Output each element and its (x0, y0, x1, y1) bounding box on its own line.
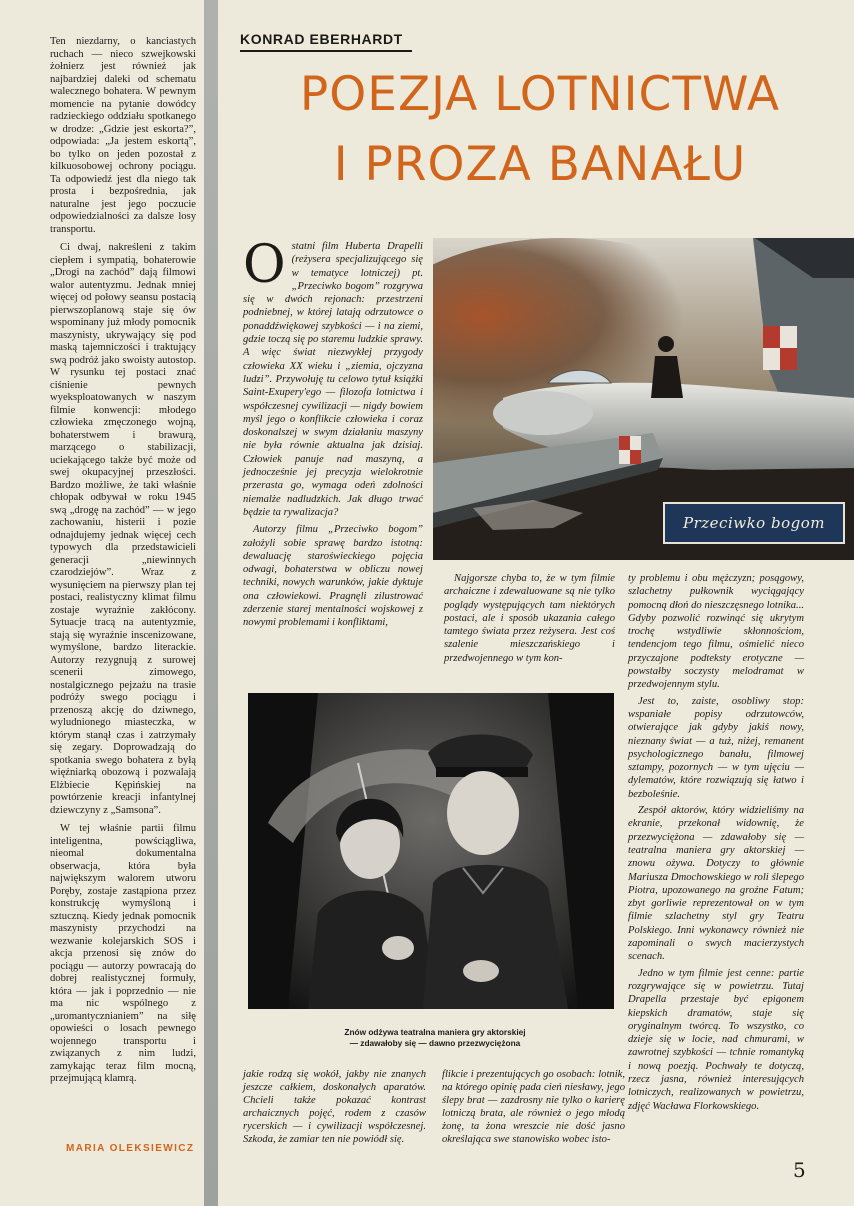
previous-article-signature: MARIA OLEKSIEWICZ (66, 1143, 195, 1154)
photo-caption (300, 1027, 570, 1049)
paragraph: Ten niezdarny, o kanciastych ruchach — nieco szwejkowski żołnierz jest również jak najbardziej daleki od schematu walecznego bohatera. W pewnym momencie na pytanie dowódcy radzieckiego oddziału spotkanego w drodze: „Gdzie jest eskorta?”, odpowiada: „Ja jestem eskortą”, bo tylko on jeden pozostał z kilkuosobowej ochrony pociągu. Ta odpowiedź jest dla niego tak prosta i bezpośrednia, jak naturalne jest jego poczucie odpowiedzialności za dalsze losy transportu. (50, 36, 196, 235)
paragraph: jakie rodzą się wokół, jakby nie znanych jeszcze całkiem, doskonałych aparatów. Chcieli także pokazać kontrast archaicznych pojęć, rodem z czasów rycerskich — i cywilizacji współczesnej. Szkoda, że zamiar ten nie powiódł się. (243, 1069, 426, 1146)
page-number: 5 (793, 1158, 806, 1182)
title-line-1: POEZJA LOTNICTWA (299, 67, 781, 122)
paragraph: Ci dwaj, nakreśleni z takim ciepłem i sympatią, bohaterowie „Drogi na zachód” dają filmowi walor autentyzmu. Jednak mniej więcej od połowy seansu postacią pierwszoplanową staje się ów wspominany już młody pomocnik maszynisty, ukrywający się pod maską tajemniczości i traktujący swą podróż jako swoisty autostop. W rysunku tej postaci znać ciśnienie pewnych wyeksploatowanych w naszym filmie konwencji: młodego człowieka zmęczonego wojną, bohaterstwem i brawurą, marzącego o stabilizacji, uciekającego także być może od swej okupacyjnej przeszłości. Bardzo możliwe, że taki właśnie chłopak odbywał w roku 1945 swą „drogę na zachód” — w jego zachowaniu, histerii i pozie odnajdujemy jednak więcej cech typowych dla przedstawicieli generacji „niewinnych czarodziejów”. Wraz z wysunięciem na pierwszy plan tej postaci, realistyczny klimat filmu zostaje wyraźnie zakłócony. Sytuacje tracą na autentyzmie, stają się wyraźnie inscenizowane, wymyślone, bardzo literackie. Autorzy rezygnują z surowej scenerii zimowego, nostalgicznego pejzażu na trasie podróży swego pociągu i przenoszą akcję do dziwnego, wyludnionego miasteczka, w którym stanął czas i zatrzymały się zegary. Doprowadzają do spotkania swego bohatera z byłą więźniarką obozową i pozwalają Elżbiecie Kępińskiej na powtórzenie kreacji infantylnej dziewczyny z „Samsona”. (50, 242, 196, 816)
paragraph: Najgorsze chyba to, że w tym filmie archaiczne i zdewaluowane są nie tylko poglądy występujących tam niektórych postaci, ale i sposób ukazania całego tamtego świata przez reżysera. Jest coś szalenie mieszczańskiego i przedwojennego w tym kon- (444, 573, 615, 664)
article-right-column (628, 572, 804, 1116)
paragraph: flikcie i prezentujących go osobach: lotnik, na którego opinię pada cień niesławy, jego ślepy brat — zazdrosny nie tylko o karierę lotniczą brata, ale również o jego młodą żonę, ta żona wreszcie nie dość jasno określająca swe stanowisko wobec isto- (442, 1069, 625, 1146)
drop-cap: O (243, 235, 286, 295)
paragraph: Zespół aktorów, który widzieliśmy na ekranie, przekonał widownię, że przezwyciężona — zdawałoby się — teatralna maniera gry aktorskiej — znowu ożywa. Dotyczy to głównie Mariusza Dmochowskiego w roli ślepego Piotra, upozowanego na groźne Fatum; zbyt gorliwie reprezentował on w tym filmie szlachetny styl gry Teatru Polskiego. Inni wykonawcy również nie zapominali o swych macierzystych scenach. (628, 805, 804, 963)
intro-text: statni film Huberta Drapelli (reżysera specjalizującego się w tematyce lotniczej) pt. „Przeciwko bogom” rozgrywa się w dwóch rejonach: przestrzeni podniebnej, w której latają odrzutowce o ponaddźwiękowej szybkości — i na ziemi, gdzie toczą się po staremu ludzkie sprawy. A więc świat niezwykłej przygody człowieka XX wieku i „ziemia, ojczyzna ludzi”. Przywołuję tu celowo tytuł książki Saint-Exupery'ego — filozofa lotnictwa i współczesnej cywilizacji — nigdy bowiem myśl jego o konflikcie człowieka i coraz doskonalszej w swym działaniu maszyny nie była równie aktualna jak dzisiaj. Człowiek panuje nad maszyną, a jednocześnie jej precyzja wielokrotnie przerasta go, wymaga odeń zdolności niemalże nadludzkich. Jak długo trwać będzie ta rywalizacja? (243, 241, 423, 518)
couple-film-still-photo (248, 693, 614, 1009)
couple-illustration (248, 693, 614, 1009)
paragraph: ty problemu i obu mężczyzn; posągowy, szlachetny pułkownik wyciągający pomocną dłoń do nieszczęsnego lotnika... Gdyby pozwolić rozwinąć się ukrytym trochę wstydliwie skłonnościom, tendencjom tego filmu, ośmielić nieco przyczajone podteksty erotyczne — powstałby soczysty melodramat w przedwojennym stylu. (628, 573, 804, 691)
paragraph: Jedno w tym filmie jest cenne: partie rozgrywające się w powietrzu. Tutaj Drapella przestaje być epigonem kiepskich dramatów, staje się oryginalnym twórcą. To wszystko, co dzieje się w locie, nad chmurami, w zawrotnej szybkości — tchnie romantyką i nową poezją. Pochwały te dotyczą, rzecz jasna, również interesujących lotniczych, realizowanych w powietrzu, zdjęć Wacława Florkowskiego. (628, 967, 804, 1112)
article-author: KONRAD EBERHARDT (240, 31, 412, 52)
intro-paragraph-1 (243, 235, 423, 519)
article-intro-column (243, 235, 423, 634)
previous-article-column (50, 36, 196, 1092)
column-divider-bar (204, 0, 218, 1206)
article-bottom-middle-column (442, 1068, 625, 1147)
article-title (226, 60, 854, 200)
paragraph: Jest to, zaiste, osobliwy stop: wspaniałe popisy odrzutowców, otwierające jak gdyby jakiś nowy, nieznany świat — a tuż, niżej, remanent psychologicznego banału, filmowej sztampy, pozornych — w tym ujęciu — dylematów, które rozwiązują się łatwo i bezboleśnie. (628, 695, 804, 800)
photo-caption-box: Przeciwko bogom (663, 502, 845, 544)
title-line-2: I PROZA BANAŁU (333, 137, 747, 192)
paragraph: W tej właśnie partii filmu inteligentna, powściągliwa, nieomal dokumentalna obserwacja, która była największym walorem utworu Poręby, zostaje zastąpiona przez konstrukcję wymyśloną i sztuczną. Kiedy jednak pomocnik maszynisty przychodzi na wezwanie kolejarskich SOS i akcja przenosi się znów do pociągu — autorzy powracają do dobrej realistycznej formuły, która — jak i poprzednio — nie ma nic wspólnego z „uromantycznianiem” na siłę opowieści o losach pewnego wojennego transportu i związanych z nim ludzi, zamykając teraz film mocną, przejmującą klamrą. (50, 823, 196, 1084)
article-middle-column (444, 572, 615, 669)
article-bottom-left-column (243, 1068, 426, 1147)
intro-paragraph-2: Autorzy filmu „Przeciwko bogom” założyli sobie sprawę bardzo istotną: dewaluację staroświeckiego pojęcia odwagi, bohaterstwa w obliczu nowej techniki, nowych warunków, jakie dyktuje ona człowiekowi. Pragnęli zilustrować zderzenie starej mentalności wojskowej z nowymi problemami i konfliktami, (243, 524, 423, 629)
photo-caption-line-1: Znów odżywa teatralna maniera gry aktorskiej (344, 1027, 526, 1037)
photo-caption-line-2: — zdawałoby się — dawno przezwyciężona (349, 1038, 521, 1048)
